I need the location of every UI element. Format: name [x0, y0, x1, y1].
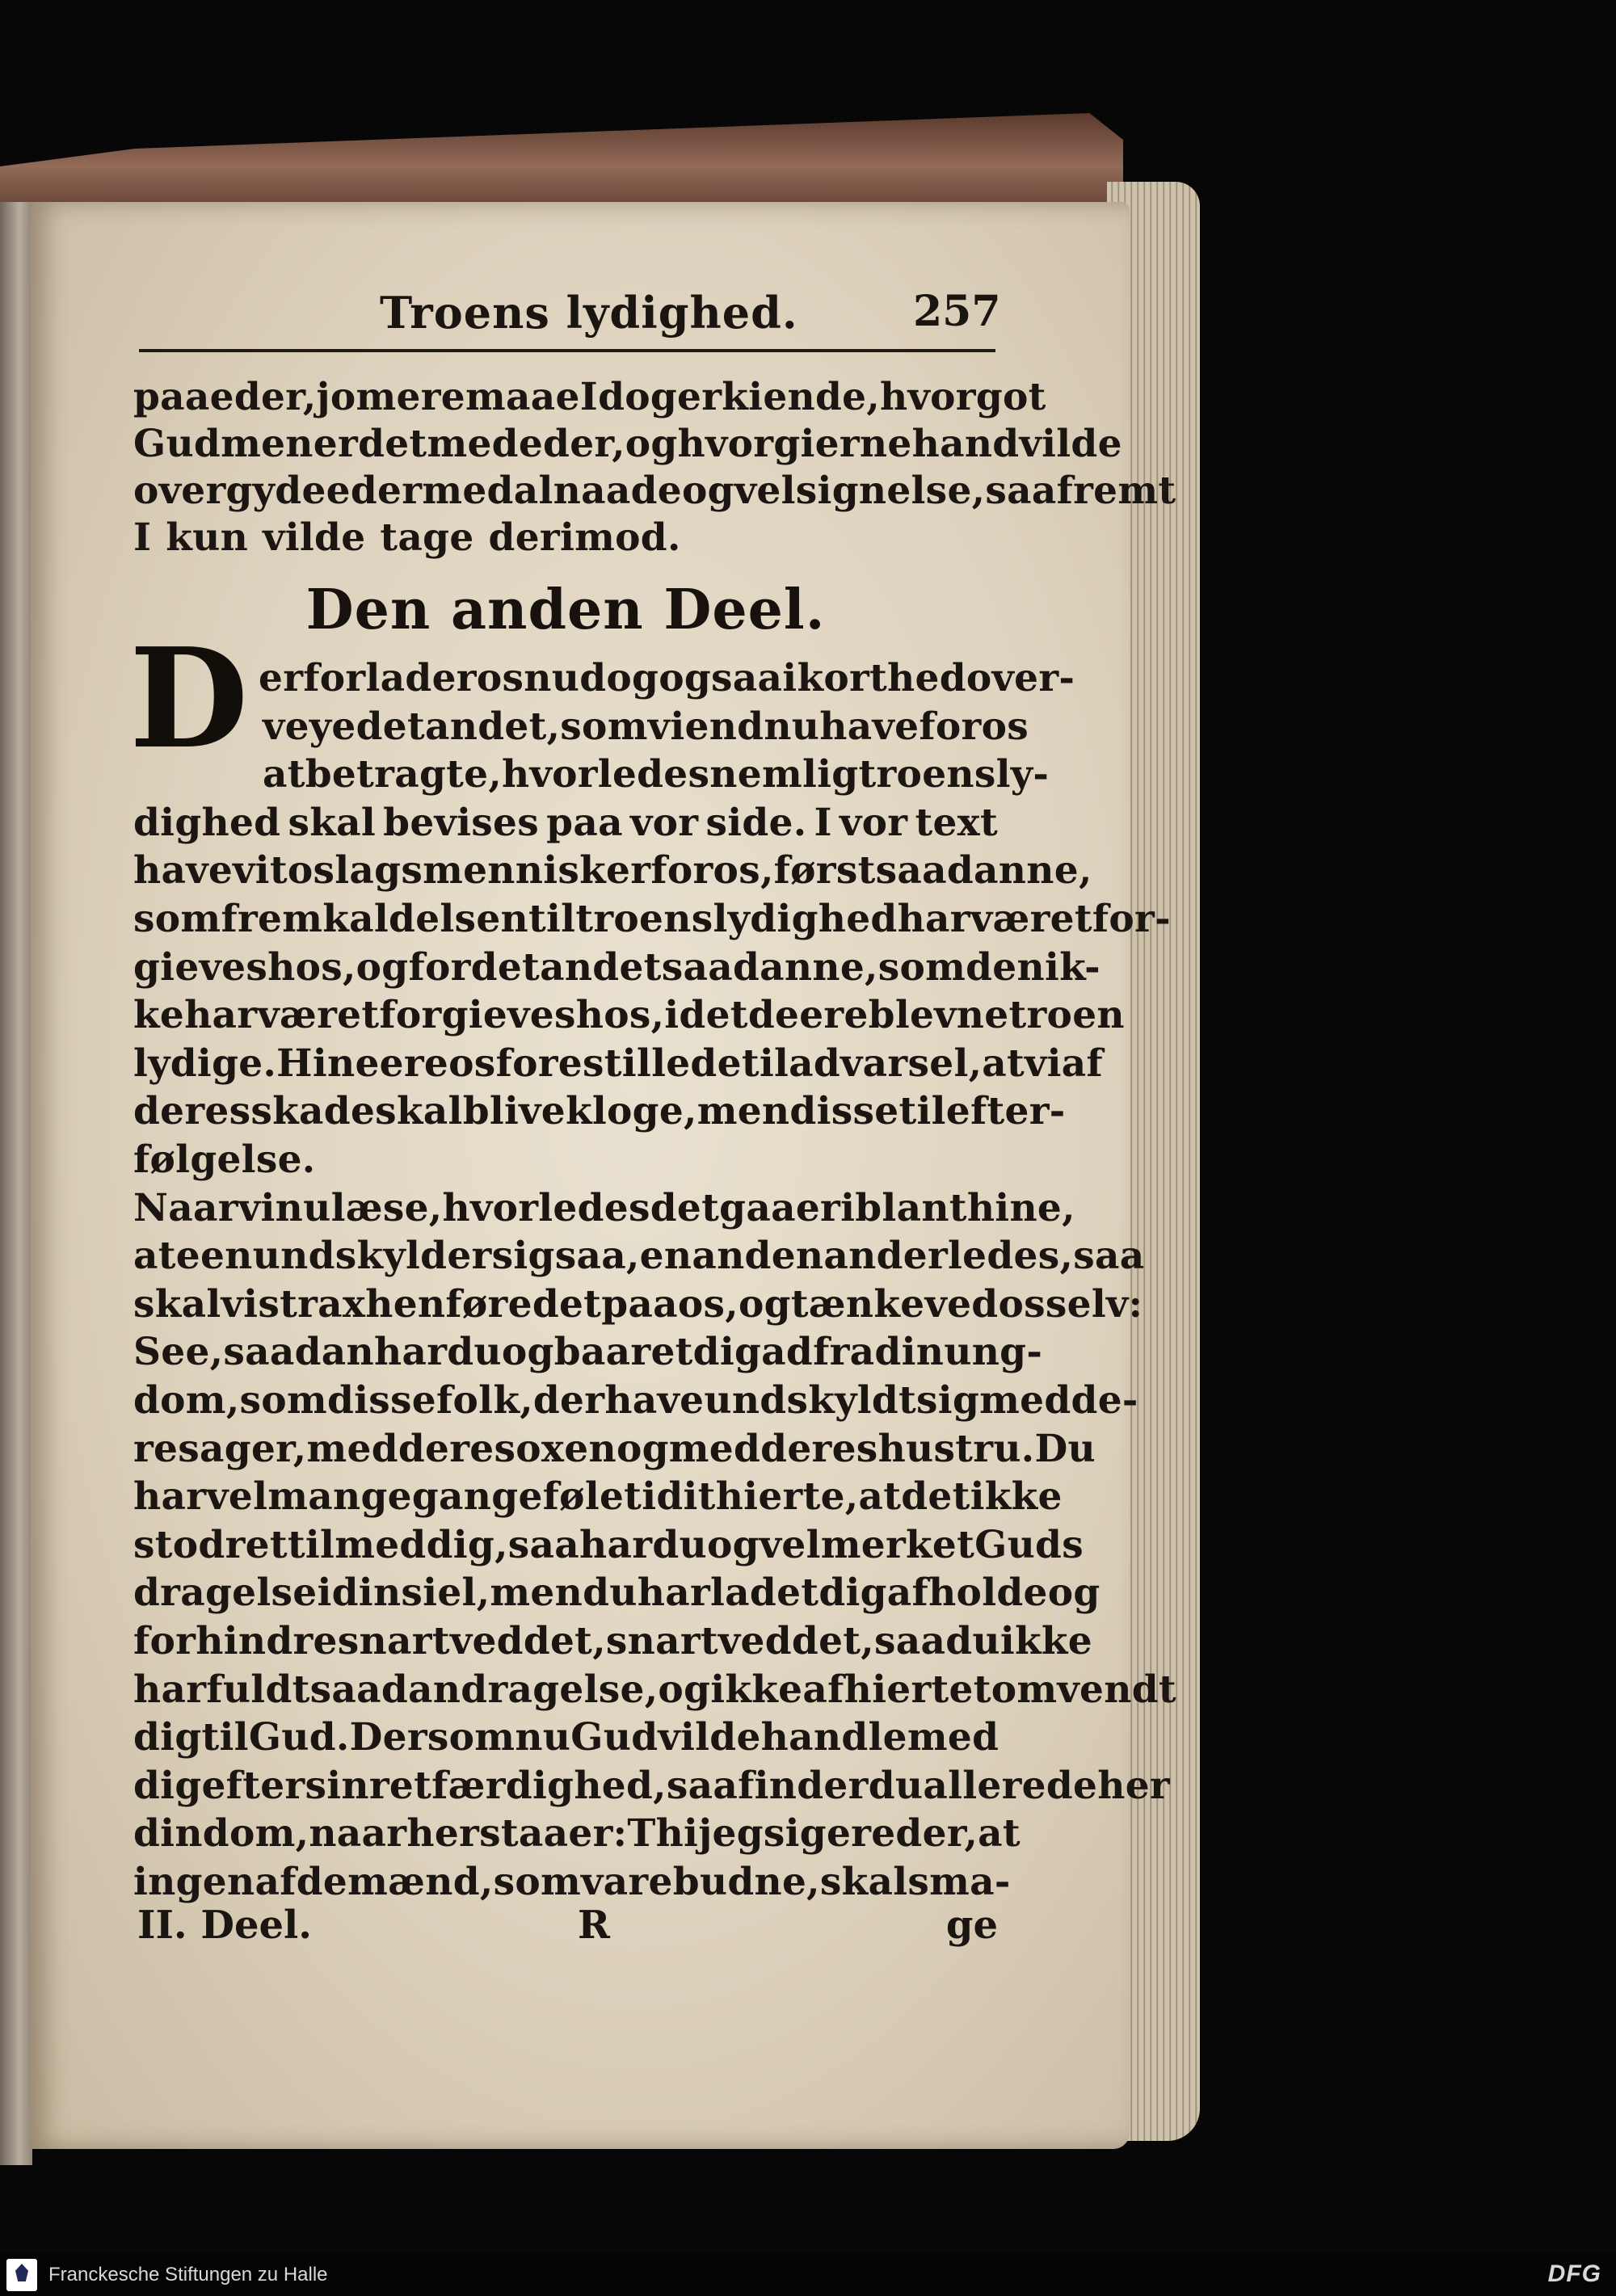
- running-head-title: Troens lydighed.: [380, 287, 798, 339]
- text-line: følgelse.: [133, 1137, 316, 1182]
- text-line: paa eder, jo mere maae I dog erkiende, hvor got: [133, 375, 1046, 419]
- text-line: som fremkaldelsen til troens lydighed har været for-: [133, 897, 1171, 941]
- text-line: res ager, med deres oxen og med deres hustru. Du: [133, 1426, 1096, 1471]
- text-line: dom, som disse folk, der have undskyldt sig med de-: [133, 1378, 1138, 1423]
- text-line: have vi to slags mennisker for os, først saadanne,: [133, 848, 1092, 894]
- dfg-logo: DFG: [1547, 2260, 1601, 2287]
- text-line: Naar vi nu læse, hvorledes det gaaer iblant hine,: [133, 1185, 1075, 1230]
- institution-name: Franckesche Stiftungen zu Halle: [48, 2264, 328, 2285]
- text-line: dragelse i din siel, men du har ladet dig afholde og: [133, 1571, 1100, 1616]
- page-number: 257: [913, 287, 1001, 336]
- text-line: stod ret til med dig, saa har du og vel merket Guds: [133, 1522, 1084, 1567]
- text-line: ke har været forgieves hos, i det de ere blevne troen: [133, 993, 1125, 1038]
- text-line: dig efter sin retfærdighed, saa finder du allerede her: [133, 1763, 1170, 1808]
- head-rule: [139, 349, 995, 352]
- text-line: deres skade skal blive kloge, men disse til efter-: [133, 1089, 1066, 1134]
- signature-mark: II. Deel.: [137, 1903, 312, 1948]
- book-top-edge: [0, 113, 1123, 202]
- text-line: Gud mener det med eder, og hvor gierne hand vilde: [133, 422, 1122, 466]
- text-line: lydige. Hine ere os forestillede til advarsel, at vi af: [133, 1041, 1104, 1086]
- text-line: dig til Gud. Dersom nu Gud vilde handle med: [133, 1715, 999, 1760]
- text-line: erfor lader os nu dog ogsaa i korthed over-: [259, 656, 1075, 700]
- text-line: har fuldt saadan dragelse, og ikke af hiertet omvendt: [133, 1667, 1176, 1712]
- text-line: ingen af de mænd, som vare budne, skal sma-: [133, 1860, 1011, 1904]
- text-line: at een undskylder sig saa, en anden anderledes, saa: [133, 1234, 1145, 1279]
- section-heading: Den anden Deel.: [305, 578, 826, 642]
- text-line: forhindre snart ved det, snart ved det, saa du ikke: [133, 1619, 1092, 1663]
- text-line: dighed skal bevises paa vor side. I vor text: [133, 800, 998, 845]
- text-line: gieves hos, og for det andet saadanne, som den ik-: [133, 944, 1100, 990]
- foundation-logo-icon: [6, 2259, 37, 2291]
- text-line: See, saadan har du og baaret dig ad fra din ung-: [133, 1330, 1043, 1375]
- page-footer: [137, 1903, 998, 1959]
- viewer-footer-bar: [0, 2254, 1616, 2296]
- text-line: at betragte, hvorledes nemlig troens ly-: [263, 752, 1050, 797]
- left-page-edge: [0, 202, 32, 2165]
- text-line: din dom, naar her staaer: Thi jeg siger eder, at: [133, 1811, 1021, 1857]
- text-line: veye det andet, som vi endnu have for os: [263, 704, 1029, 749]
- drop-cap: D: [129, 618, 249, 780]
- text-line: har vel mange gange følet i dit hierte, at det ikke: [133, 1474, 1063, 1520]
- text-line: I kun vilde tage derimod.: [133, 515, 681, 560]
- catchword: ge: [945, 1903, 998, 1948]
- signature-letter: R: [578, 1903, 610, 1948]
- text-line: overgyde eder med al naade og velsignelse, saa fremt: [133, 469, 1176, 513]
- text-line: skal vi strax henføre det paa os, og tænke ved os selv:: [133, 1281, 1143, 1327]
